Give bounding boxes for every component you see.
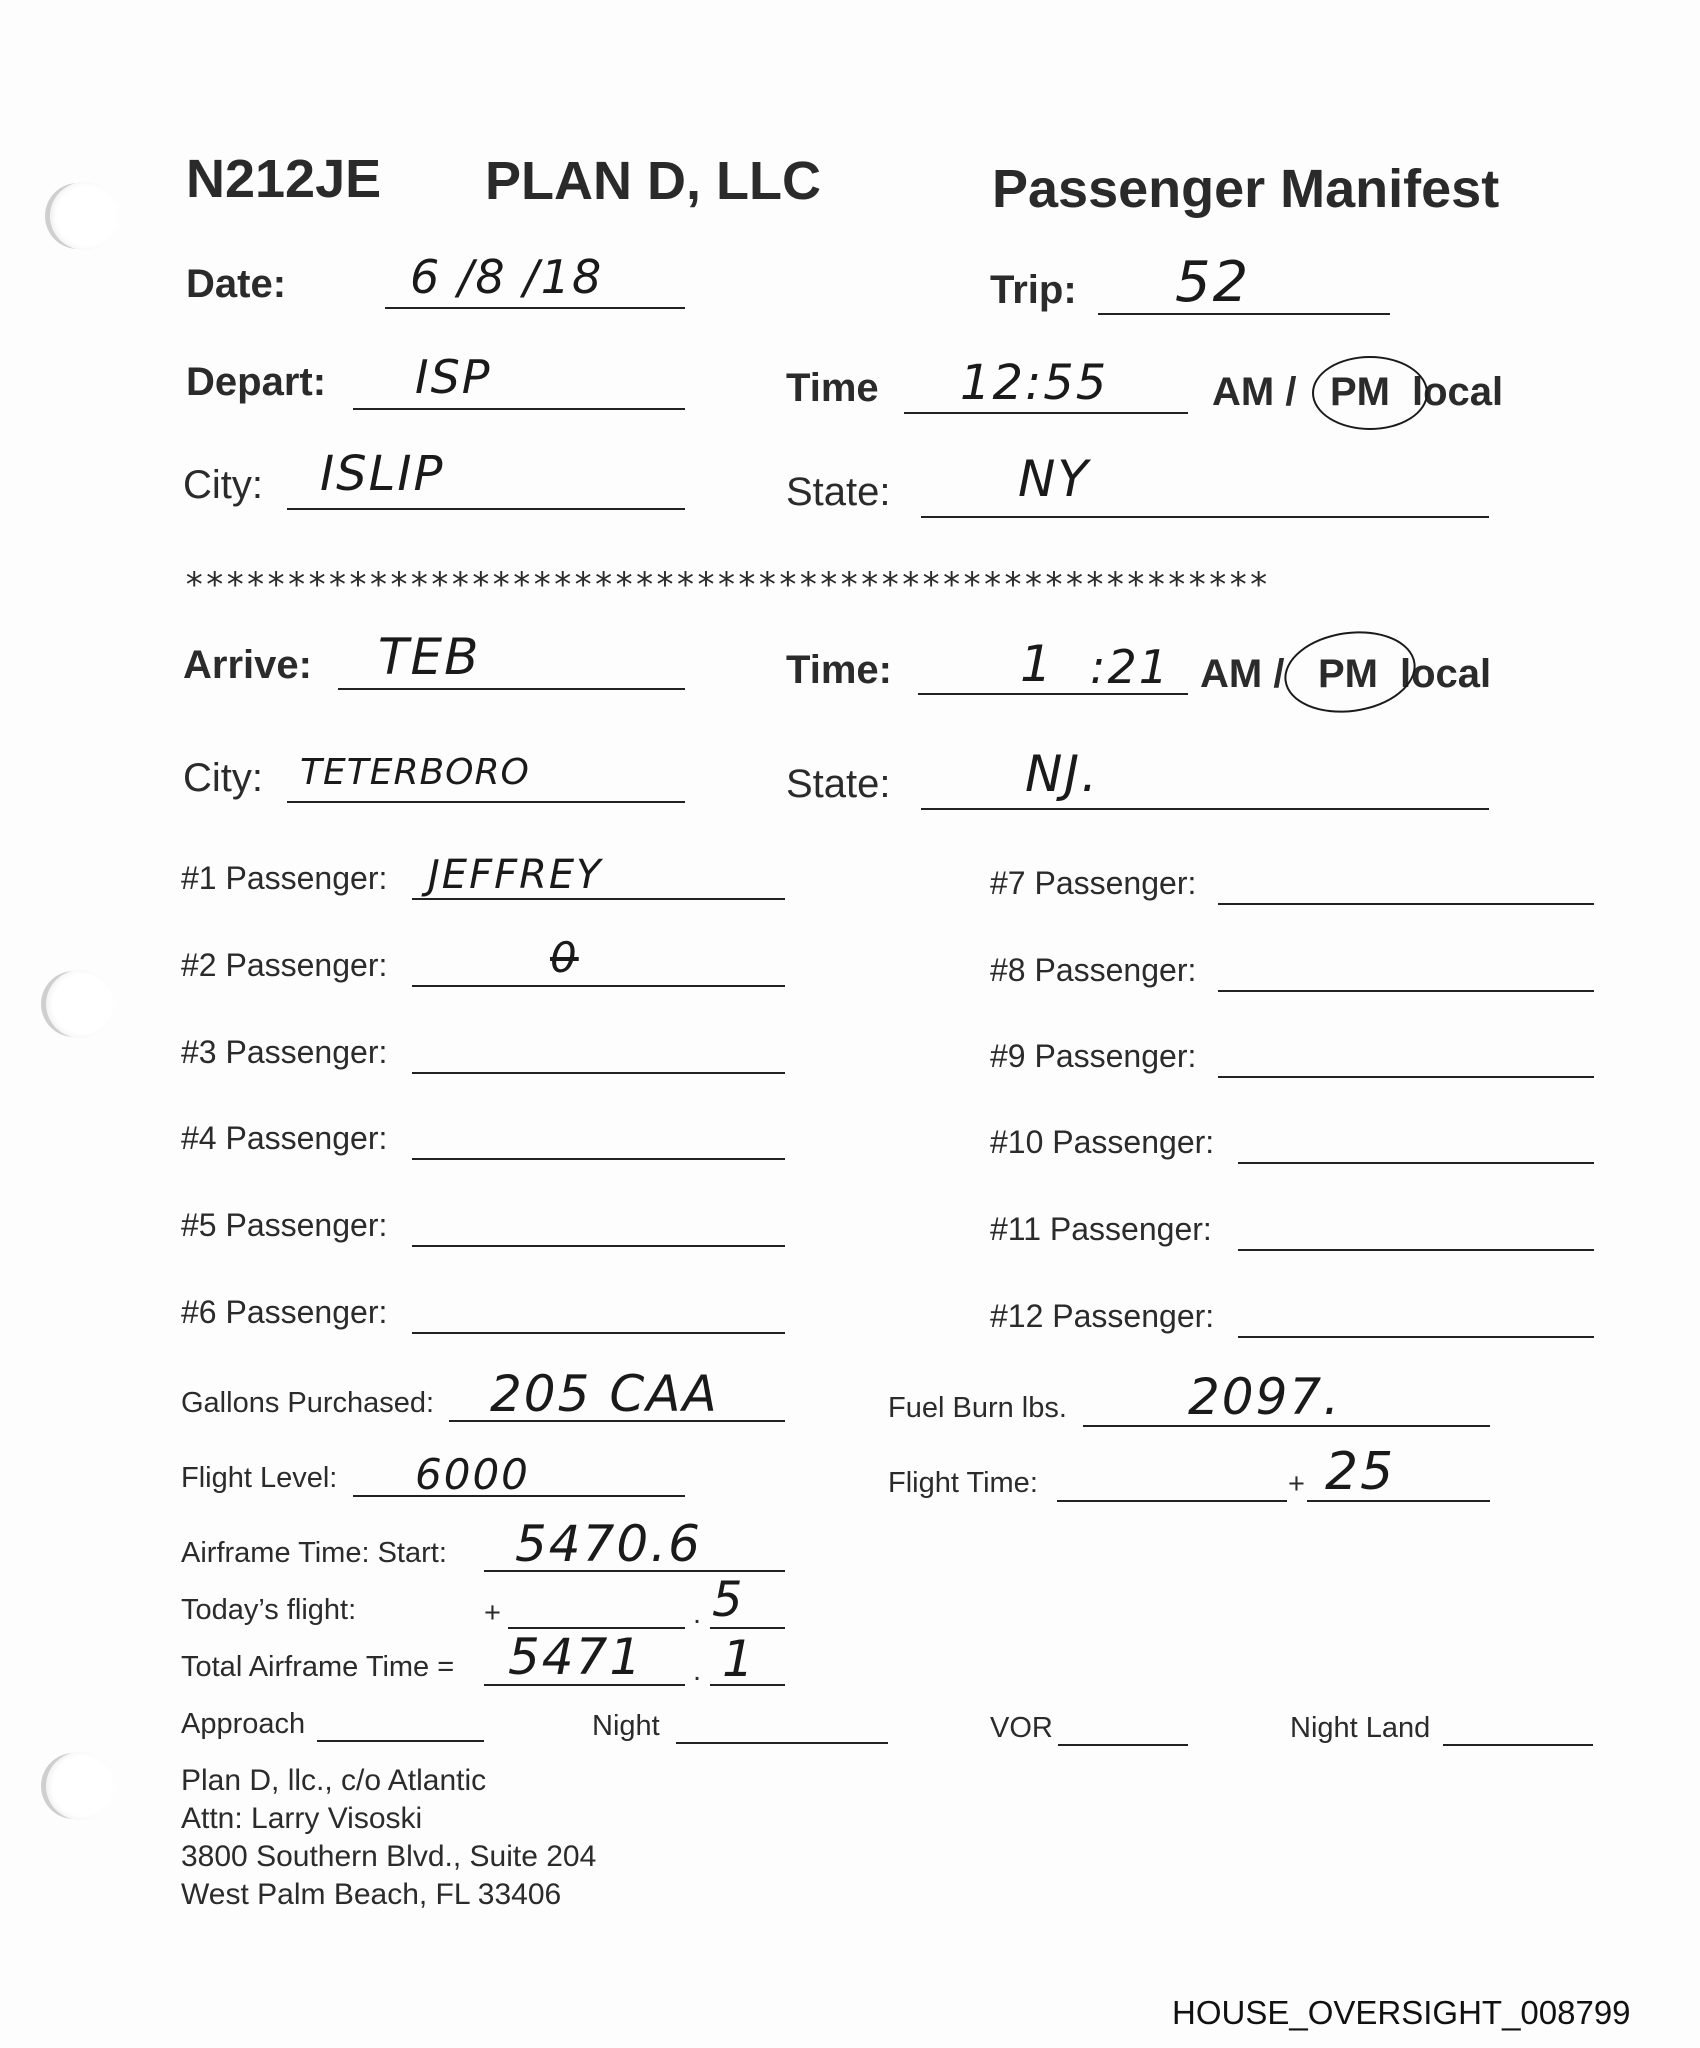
- depart-label: Depart:: [186, 360, 327, 404]
- arrive-state-value: NJ.: [1025, 745, 1100, 803]
- depart-local-label: local: [1412, 370, 1504, 414]
- binder-hole-bottom: [46, 1752, 114, 1820]
- arrive-label: Arrive:: [183, 643, 312, 687]
- address-line-4: West Palm Beach, FL 33406: [181, 1878, 562, 1911]
- tail-number: N212JE: [186, 149, 382, 209]
- depart-state-line: [921, 516, 1489, 518]
- depart-am-label: AM /: [1212, 370, 1297, 414]
- gallons-value: 205 CAA: [490, 1365, 719, 1423]
- todays-flight-plus: +: [484, 1597, 501, 1629]
- night-line: [676, 1742, 888, 1744]
- passenger-9-line: [1218, 1076, 1594, 1078]
- passenger-3-line: [412, 1072, 785, 1074]
- passenger-5-line: [412, 1245, 785, 1247]
- passenger-9-label: #9 Passenger:: [990, 1038, 1197, 1074]
- todays-flight-label: Today’s flight:: [181, 1594, 357, 1626]
- date-line: [385, 307, 685, 309]
- depart-state-label: State:: [786, 470, 891, 514]
- depart-pm-label: PM: [1330, 370, 1390, 414]
- form-title: Passenger Manifest: [992, 159, 1500, 219]
- night-land-line: [1443, 1744, 1593, 1746]
- approach-line: [317, 1740, 484, 1742]
- date-label: Date:: [186, 262, 287, 306]
- depart-time-value: 12:55: [960, 355, 1109, 411]
- address-block: [181, 1762, 596, 1914]
- total-airframe-decimal: 1: [722, 1630, 756, 1688]
- passenger-11-line: [1238, 1249, 1594, 1251]
- approach-label: Approach: [181, 1708, 306, 1740]
- depart-city-value: ISLIP: [320, 446, 445, 502]
- flight-time-plus: +: [1288, 1468, 1305, 1500]
- total-airframe-whole: 5471: [508, 1628, 644, 1686]
- passenger-8-label: #8 Passenger:: [990, 952, 1197, 988]
- passenger-10-line: [1238, 1162, 1594, 1164]
- depart-time-label: Time: [786, 366, 879, 410]
- trip-label: Trip:: [990, 268, 1077, 312]
- arrive-city-value: TETERBORO: [300, 752, 530, 793]
- arrive-state-line: [921, 808, 1489, 810]
- binder-hole-top: [50, 182, 118, 250]
- depart-city-label: City:: [183, 463, 263, 507]
- separator-asterisks: *****************************************************: [184, 565, 1269, 605]
- arrive-time-hour: 1: [1020, 635, 1054, 693]
- fuel-burn-label: Fuel Burn lbs.: [888, 1392, 1067, 1424]
- flight-time-line-1: [1057, 1500, 1287, 1502]
- arrive-am-label: AM /: [1200, 652, 1285, 696]
- vor-label: VOR: [990, 1712, 1053, 1744]
- total-airframe-label: Total Airframe Time =: [181, 1651, 455, 1683]
- arrive-value: TEB: [378, 628, 481, 686]
- date-value: 6 /8 /18: [410, 250, 604, 304]
- passenger-2-value: 0: [550, 933, 579, 982]
- address-line-3: 3800 Southern Blvd., Suite 204: [181, 1840, 597, 1873]
- arrive-local-label: local: [1400, 652, 1492, 696]
- airframe-start-value: 5470.6: [515, 1515, 702, 1573]
- passenger-11-label: #11 Passenger:: [990, 1211, 1212, 1247]
- total-airframe-dot: .: [693, 1655, 702, 1687]
- company-name: PLAN D, LLC: [485, 151, 821, 211]
- passenger-3-label: #3 Passenger:: [181, 1034, 388, 1070]
- passenger-10-label: #10 Passenger:: [990, 1124, 1215, 1160]
- night-label: Night: [592, 1710, 660, 1742]
- depart-city-line: [287, 508, 685, 510]
- passenger-12-label: #12 Passenger:: [990, 1298, 1215, 1334]
- passenger-5-label: #5 Passenger:: [181, 1207, 388, 1243]
- passenger-12-line: [1238, 1336, 1594, 1338]
- arrive-city-label: City:: [183, 756, 263, 800]
- passenger-1-line: [412, 898, 785, 900]
- binder-hole-middle: [46, 970, 114, 1038]
- arrive-pm-circle: [1279, 623, 1421, 721]
- flight-level-label: Flight Level:: [181, 1462, 338, 1494]
- fuel-burn-value: 2097.: [1188, 1368, 1342, 1426]
- trip-value: 52: [1175, 250, 1251, 315]
- arrive-line: [338, 688, 685, 690]
- passenger-4-label: #4 Passenger:: [181, 1120, 388, 1156]
- flight-level-value: 6000: [415, 1450, 530, 1499]
- gallons-label: Gallons Purchased:: [181, 1387, 435, 1419]
- todays-flight-dot: .: [693, 1598, 702, 1630]
- address-line-2: Attn: Larry Visoski: [181, 1802, 423, 1835]
- vor-line: [1058, 1744, 1188, 1746]
- depart-line: [353, 408, 685, 410]
- passenger-6-label: #6 Passenger:: [181, 1294, 388, 1330]
- depart-pm-circle: [1312, 356, 1428, 430]
- todays-flight-value: 5: [712, 1572, 745, 1628]
- bates-number: HOUSE_OVERSIGHT_008799: [1172, 1994, 1631, 2031]
- depart-value: ISP: [415, 350, 492, 404]
- night-land-label: Night Land: [1290, 1712, 1431, 1744]
- arrive-time-label: Time:: [786, 648, 892, 692]
- arrive-state-label: State:: [786, 762, 891, 806]
- passenger-1-label: #1 Passenger:: [181, 860, 388, 896]
- airframe-start-label: Airframe Time: Start:: [181, 1537, 447, 1569]
- passenger-6-line: [412, 1332, 785, 1334]
- passenger-2-line: [412, 985, 785, 987]
- passenger-4-line: [412, 1158, 785, 1160]
- arrive-city-line: [287, 801, 685, 803]
- arrive-pm-label: PM: [1318, 652, 1378, 696]
- depart-state-value: NY: [1018, 450, 1090, 508]
- address-line-1: Plan D, llc., c/o Atlantic: [181, 1764, 487, 1797]
- passenger-7-label: #7 Passenger:: [990, 865, 1197, 901]
- passenger-1-value: JEFFREY: [428, 852, 603, 898]
- flight-time-value: 25: [1325, 1442, 1396, 1502]
- passenger-8-line: [1218, 990, 1594, 992]
- arrive-time-minutes: :21: [1090, 640, 1171, 694]
- passenger-2-label: #2 Passenger:: [181, 947, 388, 983]
- passenger-7-line: [1218, 903, 1594, 905]
- flight-time-label: Flight Time:: [888, 1467, 1038, 1499]
- depart-time-line: [904, 412, 1188, 414]
